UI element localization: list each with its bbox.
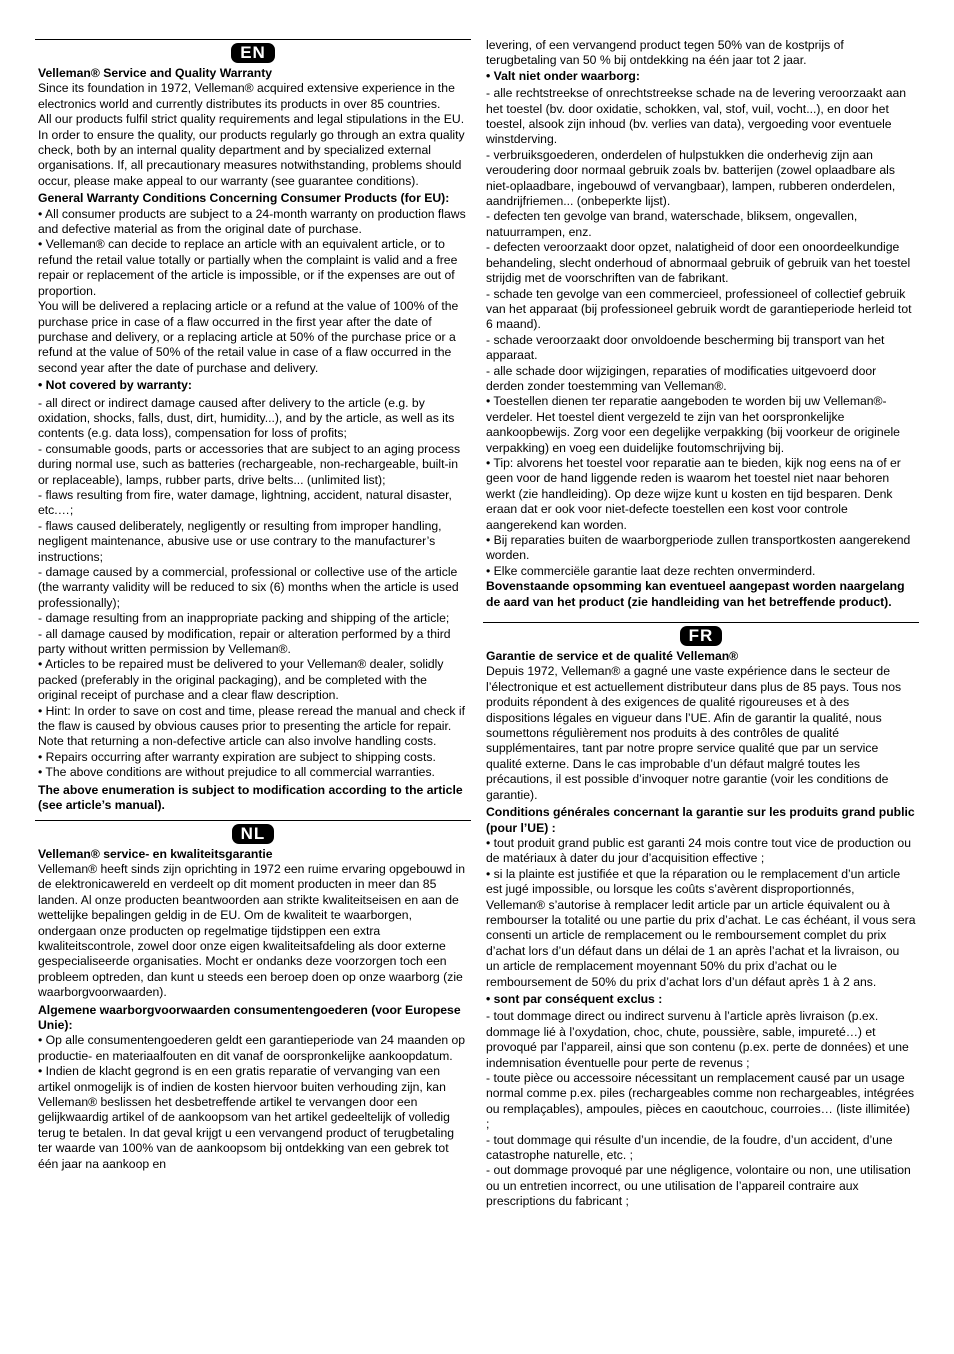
- nl-intro: Velleman® heeft sinds zijn oprichting in 1972 een ruime ervaring opgebouwd in de elektronicawereld en verdeelt op dit moment producten in meer dan 85 landen. Al onze producten beantwoorden aan strikte kwaliteitseisen en aan de wettelijke bepalingen geldig in de EU. Om de kwaliteit te waarborgen, ondergaan onze producten op regelmatige tijdstippen een extra kwaliteitscontrole, zowel door onze eigen kwaliteitsafdeling als door externe gespecialiseerde organisaties. Mocht er ondanks deze voorzorgen toch een probleem optreden, dan kunt u steeds een beroep doen op onze waarborg (zie waarborgvoorwaarden).: [38, 861, 466, 1000]
- en-not-covered-item: - consumable goods, parts or accessories that are subject to an aging process during normal use, such as batteries (rechargeable, non-rechargeable, built-in or replaceable), lamps, rubber parts, drive belts... (unlimited list);: [38, 441, 461, 487]
- nl-not-covered-heading: • Valt niet onder waarborg:: [486, 68, 640, 83]
- nl-not-covered-item: - alle schade door wijzigingen, reparaties of modificaties uitgevoerd door derden zonder toestemming van Velleman®.: [486, 363, 877, 393]
- en-intro-1: Since its foundation in 1972, Velleman® acquired extensive experience in the electronics world and currently distributes its products in over 85 countries.: [38, 81, 455, 111]
- fr-intro: Depuis 1972, Velleman® a gagné une vaste expérience dans le secteur de l’électronique et est actuellement distributeur dans plus de 85 pays. Tous nos produits répondent à des exigences de qualité rigoureuses et à des dispositions légales en vigueur dans l’UE. Afin de garantir la qualité, nous soumettons régulièrement nos produits à des contrôles de qualité supplémentaires, tant par notre propre service qualité que par un service qualité externe. Dans le cas improbable d’un défaut malgré toutes les précautions, il est possible d’invoquer notre garantie (voir les conditions de garantie).: [486, 664, 902, 802]
- nl-closing: Bovenstaande opsomming kan eventueel aangepast worden naargelang de aard van het product (zie handleiding van het betreffende product).: [486, 579, 905, 609]
- nl-general-item-continued: levering, of een vervangend product tegen 50% van de kostprijs of terugbetaling van 50 % bij ontdekking na één jaar tot 2 jaar.: [486, 38, 844, 68]
- section-divider: [483, 622, 919, 623]
- fr-not-covered-heading: • sont par conséquent exclus :: [486, 991, 663, 1006]
- en-not-covered-item: - flaws resulting from fire, water damage, lightning, accident, natural disaster, etc.…;: [38, 487, 452, 518]
- en-intro-2: All our products fulfil strict quality requirements and legal stipulations in the EU. In order to ensure the quality, our products regularly go through an extra quality check, both by an internal quality department and by specialized external organisations. If, all precautionary measures notwithstanding, problems should occur, please make appeal to our warranty (see guarantee conditions).: [38, 112, 465, 188]
- nl-general-heading: Algemene waarborgvoorwaarden consumentengoederen (voor Europese Unie):: [38, 1002, 461, 1032]
- language-badge-nl: NL: [232, 824, 275, 844]
- en-general-item: You will be delivered a replacing article or a refund at the value of 100% of the purchase price in case of a flaw occurred in the first year after the date of purchase and delivery, or a replacing article at 50% of the purchase price or a refund at the value of 50% of the retail value in case of a flaw occurred in the second year after the date of purchase and delivery.: [38, 299, 459, 375]
- en-title: Velleman® Service and Quality Warranty: [38, 66, 273, 80]
- fr-not-covered-item: - toute pièce ou accessoire nécessitant un remplacement causé par un usage normal comme p.ex. piles (rechargeables comme non rechargeables, intégrées ou remplaçables), ampoules, pièces en caoutchouc, courroies… (liste illimitée) ;: [486, 1071, 915, 1132]
- right-column: [486, 38, 916, 1210]
- fr-general-item: • si la plainte est justifiée et que la réparation ou le remplacement d’un article est jugé impossible, ou lorsque les coûts s’avèrent disproportionnés, Velleman® s’autorise à remplacer ledit article par un article équivalent ou à rembourser la totalité ou une partie du prix d’achat. Le cas échéant, il vous sera consenti un article de remplacement ou le remboursement complet du prix d’achat lors d’un défaut dans un délai de 1 an après l’achat et la livraison, ou un article de remplacement moyennant 50% du prix d’achat ou le remboursement de 50% du prix d’achat lors d’un défaut après 1 à 2 ans.: [486, 866, 916, 989]
- en-after-item: • Hint: In order to save on cost and time, please reread the manual and check if the flaw is caused by obvious causes prior to presenting the article for repair. Note that returning a non-defective article can also involve handling costs.: [38, 703, 466, 749]
- en-after-item: • Articles to be repaired must be delivered to your Velleman® dealer, solidly packed (preferably in the original packaging), and be completed with the original receipt of purchase and a clear flaw description.: [38, 657, 444, 703]
- nl-title: Velleman® service- en kwaliteitsgarantie: [38, 846, 273, 861]
- language-badge-fr: FR: [680, 626, 723, 646]
- nl-not-covered-item: - defecten veroorzaakt door opzet, nalatigheid of door een onoordeelkundige behandeling, slecht onderhoud of abnormaal gebruik of gebruik van het toestel strijdig met de voorschriften van de fabrikant.: [486, 240, 911, 286]
- en-not-covered-heading: • Not covered by warranty:: [38, 378, 192, 393]
- nl-not-covered-item: - alle rechtstreekse of onrechtstreekse schade na de levering veroorzaakt aan het toestel (bv. door oxidatie, schokken, val, stof, vuil, vocht...), en door het toestel, alsook zijn inhoud (bv. verlies van data), vergoeding voor eventuele winstderving.: [486, 86, 907, 147]
- nl-general-item: • Op alle consumentengoederen geldt een garantieperiode van 24 maanden op productie- en materiaalfouten en dit vanaf de oorspronkelijke aankoopdatum.: [38, 1033, 466, 1063]
- language-badge-en: EN: [231, 43, 275, 63]
- nl-after-item: • Tip: alvorens het toestel voor reparatie aan te bieden, kijk nog eens na of er geen voor de hand liggende reden is waarom het toestel niet naar behoren werkt (zie handleiding). Op deze wijze kunt u kosten en tijd besparen. Denk eraan dat er ook voor niet-defecte toestellen een kost voor controle aangerekend kan worden.: [486, 455, 901, 532]
- nl-after-item: • Toestellen dienen ter reparatie aangeboden te worden bij uw Velleman®-verdeler. Het toestel dient vergezeld te zijn van het oorspronkelijke aankoopbewijs. Zorg voor een degelijke verpakking (bij voorkeur de originele verpakking) en voeg een duidelijke foutomschrijving bij.: [486, 394, 900, 455]
- left-column: [38, 39, 468, 1172]
- fr-not-covered-item: - tout dommage qui résulte d’un incendie, de la foudre, d’un accident, d’une catastrophe naturelle, etc. ;: [486, 1132, 893, 1163]
- fr-general-item: • tout produit grand public est garanti 24 mois contre tout vice de production ou de matériaux à dater du jour d’acquisition effective ;: [486, 835, 911, 866]
- en-not-covered-item: - damage caused by a commercial, professional or collective use of the article (the warranty validity will be reduced to six (6) months when the article is used professionally);: [38, 565, 459, 610]
- en-after-item: • The above conditions are without prejudice to all commercial warranties.: [38, 765, 435, 780]
- en-general-item: • All consumer products are subject to a 24-month warranty on production flaws and defective material as from the original date of purchase.: [38, 206, 466, 237]
- fr-general-heading: Conditions générales concernant la garantie sur les produits grand public (pour l’UE) :: [486, 805, 915, 835]
- fr-not-covered-item: - out dommage provoqué par une négligence, volontaire ou non, une utilisation ou un entretien incorrect, ou une utilisation de l’appareil contraire aux prescriptions du fabricant ;: [486, 1163, 911, 1209]
- nl-general-item-start: • Indien de klacht gegrond is en een gratis reparatie of vervanging van een artikel onmogelijk is of indien de kosten hiervoor buiten verhouding zijn, kan Velleman® beslissen het desbetreffende artikel te vervangen door een gelijkwaardig artikel of de aankoopsom van het artikel gedeeltelijk of volledig terug te betalen. In dat geval krijgt u een vervangend product of terugbetaling ter waarde van 100% van de aankoopsom bij ontdekking van een gebrek tot één jaar na aankoop en: [38, 1064, 455, 1171]
- language-badge-nl-wrap: [38, 824, 468, 844]
- nl-not-covered-item: - schade veroorzaakt door onvoldoende bescherming bij transport van het apparaat.: [486, 332, 885, 363]
- en-not-covered-item: - damage resulting from an inappropriate packing and shipping of the article;: [38, 611, 450, 626]
- language-badge-fr-wrap: [486, 626, 916, 646]
- nl-not-covered-item: - verbruiksgoederen, onderdelen of hulpstukken die onderhevig zijn aan veroudering door normaal gebruik zoals bv. batterijen (zowel oplaadbare als niet-oplaadbare, ingebouwd of vervangbaar), lampen, rubberen onderdelen, aandrijfriemen... (onbeperkte lijst).: [486, 147, 896, 209]
- nl-after-item: • Elke commerciële garantie laat deze rechten onverminderd.: [486, 563, 816, 578]
- language-badge-en-wrap: [38, 43, 468, 63]
- nl-not-covered-item: - defecten ten gevolge van brand, waterschade, bliksem, ongevallen, natuurrampen, enz.: [486, 209, 858, 239]
- en-general-item: • Velleman® can decide to replace an article with an equivalent article, or to refund the retail value totally or partially when the complaint is valid and a free repair or replacement of the article is impossible, or if the expenses are out of proportion.: [38, 237, 458, 298]
- fr-title: Garantie de service et de qualité Velleman®: [486, 649, 739, 664]
- nl-after-item: • Bij reparaties buiten de waarborgperiode zullen transportkosten aangerekend worden.: [486, 533, 911, 563]
- en-after-item: • Repairs occurring after warranty expiration are subject to shipping costs.: [38, 749, 436, 764]
- section-divider: [35, 39, 471, 40]
- en-not-covered-item: - flaws caused deliberately, negligently or resulting from improper handling, negligent maintenance, abusive use or use contrary to the manufacturer’s instructions;: [38, 518, 442, 564]
- en-general-heading: General Warranty Conditions Concerning Consumer Products (for EU):: [38, 191, 450, 206]
- fr-not-covered-item: - tout dommage direct ou indirect survenu à l’article après livraison (p.ex. dommage lié à l’oxydation, choc, chute, poussière, sable, impureté…) et provoqué par l’appareil, ainsi que son contenu (p.ex. perte de données) et une indemnisation éventuelle pour perte de revenus ;: [486, 1009, 909, 1070]
- en-closing: The above enumeration is subject to modification according to the article (see article’s manual).: [38, 782, 463, 813]
- en-not-covered-item: - all damage caused by modification, repair or alteration performed by a third party without written permission by Velleman®.: [38, 626, 451, 657]
- section-divider: [35, 820, 471, 821]
- en-not-covered-item: - all direct or indirect damage caused after delivery to the article (e.g. by oxidation, shocks, falls, dust, dirt, humidity...), and by the article, as well as its contents (e.g. data loss), compensation for loss of profits;: [38, 395, 455, 441]
- nl-not-covered-item: - schade ten gevolge van een commercieel, professioneel of collectief gebruik van het apparaat (bij professioneel gebruik wordt de garantieperiode herleid tot 6 maand).: [486, 286, 912, 332]
